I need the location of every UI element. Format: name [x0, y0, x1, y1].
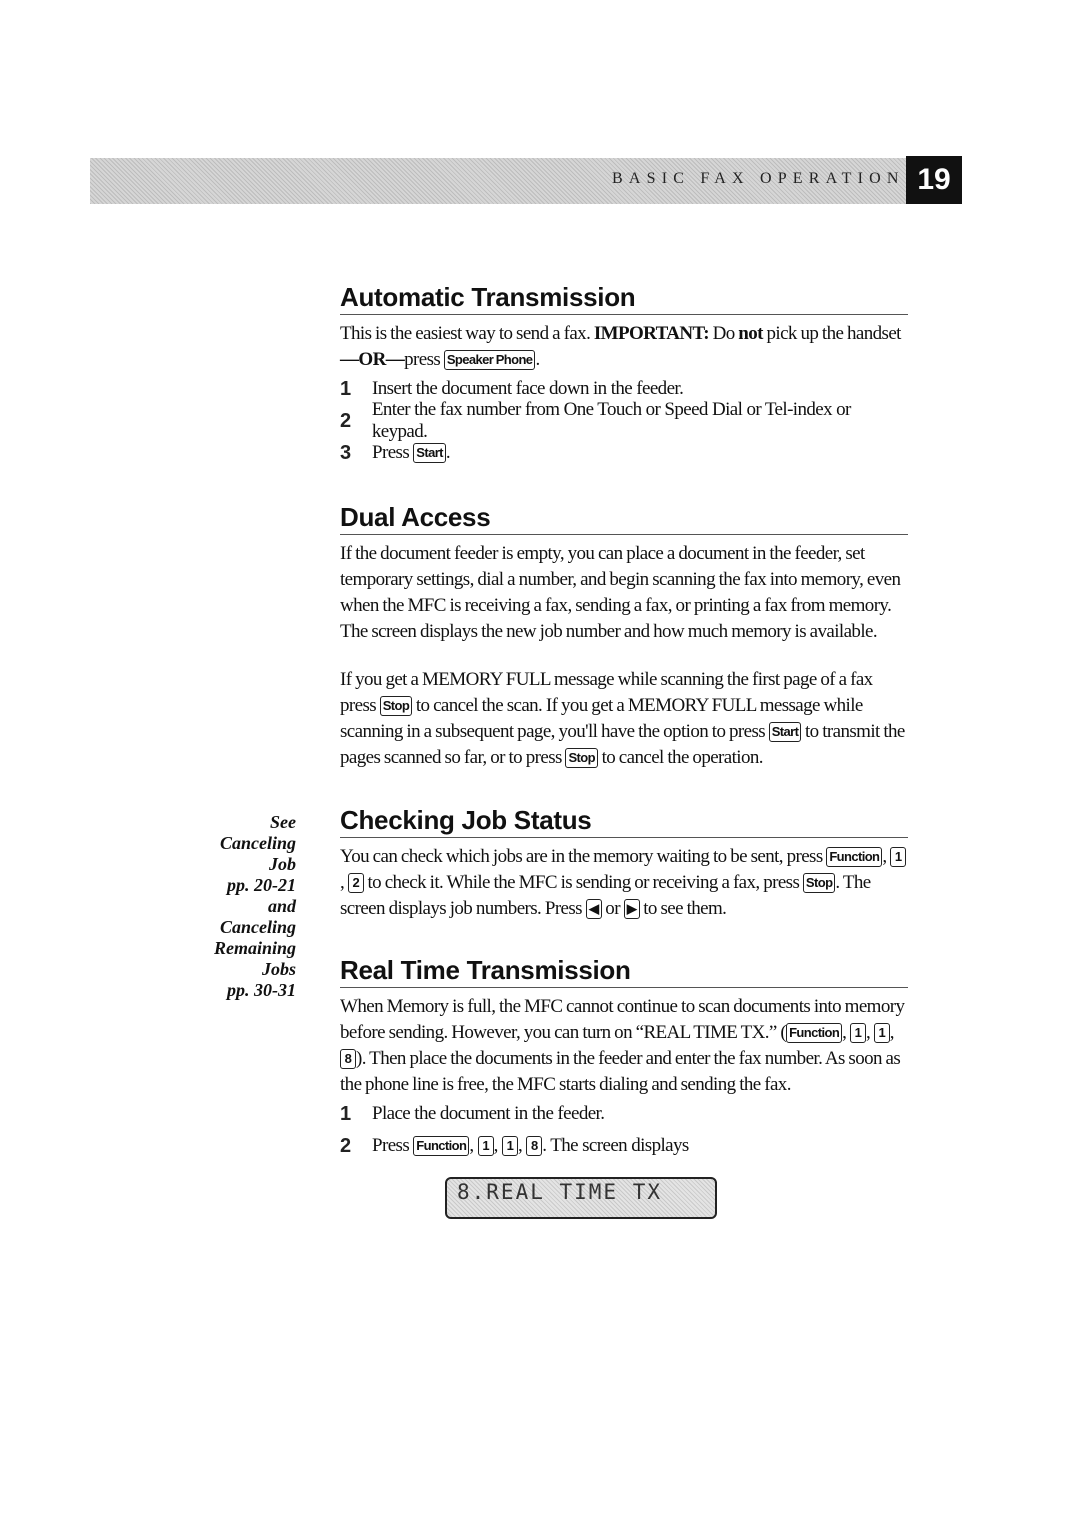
key-speaker-phone: Speaker Phone — [444, 350, 536, 370]
step-text — [372, 1135, 689, 1157]
text-run: Enter the fax number from One Touch or Speed Dial or Tel-index or keypad. — [371, 399, 851, 442]
text-run: , — [889, 1022, 894, 1043]
step-item — [340, 1098, 908, 1130]
sidebar-note — [190, 812, 296, 1001]
key-function: Function — [786, 1023, 842, 1043]
key-start: Start — [413, 443, 446, 463]
sidebar-note-line: and — [267, 896, 296, 916]
text-run: If the document feeder is empty, you can place a document in the feeder, set temporary settings, dial a number, and begin scanning the fax into memory, even when the MFC is receiving a fax, sending a fax, or printing a fax from memory. The screen displays the new job number and how much memory is available. — [340, 543, 901, 642]
body-paragraph — [340, 321, 908, 373]
sidebar-note-line: Remaining — [213, 938, 296, 958]
key-function: Function — [413, 1136, 469, 1156]
bold-text: IMPORTANT: — [593, 323, 709, 344]
key-8: 8 — [340, 1049, 356, 1069]
text-run: When Memory is full, the MFC cannot continue to scan documents into memory before sending. However, you can turn on “REAL TIME TX.” ( — [340, 996, 905, 1043]
bold-text: not — [738, 323, 763, 344]
key-1: 1 — [478, 1136, 494, 1156]
key-stop: Stop — [380, 696, 412, 716]
key-1: 1 — [502, 1136, 518, 1156]
key-1: 1 — [890, 847, 906, 867]
step-number-icon: 3 — [340, 441, 351, 464]
text-run: ). Then place the documents in the feeder and enter the fax number. As soon as the phone line is free, the MFC starts dialing and sending the fax. — [340, 1048, 901, 1095]
text-run: to transmit the pages scanned so far, or to press — [340, 721, 905, 768]
sidebar-note-line: pp. 20-21 — [227, 875, 296, 895]
key-stop: Stop — [565, 748, 597, 768]
key-function: Function — [826, 847, 882, 867]
text-run: You can check which jobs are in the memory waiting to be sent, press — [340, 846, 827, 867]
key-1: 1 — [874, 1023, 890, 1043]
step-text — [372, 399, 908, 443]
text-run: to cancel the scan. If you get a MEMORY FULL message while scanning in a subsequent page, you'll have the option to press — [340, 695, 863, 742]
text-run: , — [882, 846, 891, 867]
key-start: Start — [769, 722, 802, 742]
key-: ▶ — [624, 899, 640, 919]
section-real-time-transmission — [340, 955, 908, 1162]
text-run: Insert the document face down in the feeder. — [372, 378, 684, 399]
text-run: . — [535, 349, 540, 370]
section-heading: Dual Access — [340, 502, 908, 535]
section-checking-job-status — [340, 805, 908, 922]
step-number-icon: 1 — [340, 377, 351, 400]
text-run: to check it. While the MFC is sending or receiving a fax, press — [363, 872, 803, 893]
key-2: 2 — [348, 873, 364, 893]
step-text — [372, 442, 450, 464]
body-paragraph — [340, 994, 908, 1098]
text-run: , — [493, 1135, 502, 1156]
text-run: Press — [372, 442, 414, 463]
sidebar-note-line: pp. 30-31 — [227, 980, 296, 1000]
section-heading: Automatic Transmission — [340, 282, 908, 315]
body-paragraph — [340, 667, 908, 771]
sidebar-note-line: Jobs — [261, 959, 296, 979]
text-run: press — [404, 349, 444, 370]
text-run: , — [340, 872, 348, 893]
text-run: . — [445, 442, 451, 463]
step-text — [372, 378, 683, 400]
text-run: or — [601, 898, 624, 919]
text-run: If you get a MEMORY FULL message while scanning the first page of a fax press — [340, 669, 873, 716]
step-item — [340, 399, 908, 442]
key-: ◀ — [586, 899, 602, 919]
text-run: , — [865, 1022, 874, 1043]
section-dual-access — [340, 502, 908, 771]
step-item — [340, 1130, 908, 1162]
step-text — [372, 1103, 604, 1125]
step-number-icon: 2 — [340, 409, 351, 432]
page-number: 19 — [906, 156, 962, 204]
text-run: Place the document in the feeder. — [372, 1103, 605, 1124]
text-run: to see them. — [639, 898, 727, 919]
header-section-title: BASIC FAX OPERATION — [612, 170, 905, 187]
section-heading: Real Time Transmission — [340, 955, 908, 988]
text-run: Press — [372, 1135, 414, 1156]
text-run: pick up the handset — [762, 323, 901, 344]
sidebar-note-line: Canceling — [219, 833, 296, 853]
text-run: This is the easiest way to send a fax. — [340, 323, 594, 344]
body-paragraph — [340, 844, 908, 922]
step-number-icon: 2 — [340, 1134, 351, 1157]
text-run: . The screen displays — [542, 1135, 689, 1156]
body-paragraph — [340, 541, 908, 645]
section-automatic-transmission — [340, 282, 908, 469]
sidebar-note-line: See — [270, 812, 296, 832]
text-run: . The screen displays job numbers. Press — [340, 872, 871, 919]
bold-text: —OR— — [340, 349, 405, 370]
text-run: , — [469, 1135, 478, 1156]
sidebar-note-line: Canceling — [219, 917, 296, 937]
key-1: 1 — [850, 1023, 866, 1043]
text-run: , — [842, 1022, 850, 1043]
lcd-display: 8.REAL TIME TX — [445, 1177, 717, 1219]
sidebar-note-line: Job — [269, 854, 296, 874]
text-run: , — [517, 1135, 527, 1156]
text-run: Do — [708, 323, 739, 344]
step-number-icon: 1 — [340, 1102, 351, 1125]
section-heading: Checking Job Status — [340, 805, 908, 838]
key-8: 8 — [526, 1136, 542, 1156]
key-stop: Stop — [803, 873, 835, 893]
text-run: to cancel the operation. — [597, 747, 763, 768]
